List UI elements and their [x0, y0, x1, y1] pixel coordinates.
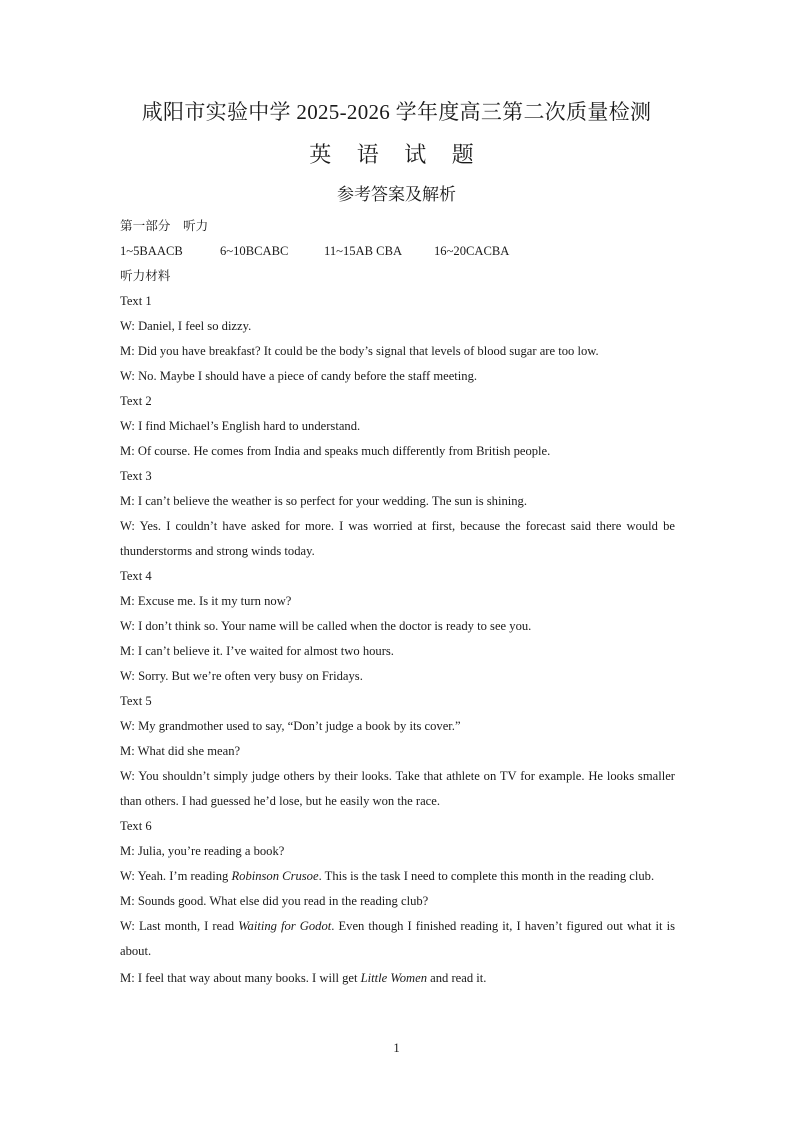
dialogue-paragraph: W: You shouldn’t simply judge others by their looks. Take that athlete on TV for example. He looks smaller than others. I had guessed he’d lose, but he easily won the race. [120, 769, 675, 808]
text-2-label: Text 2 [120, 394, 152, 408]
listening-material-label: 听力材料 [120, 269, 171, 283]
answer-key-subtitle: 参考答案及解析 [337, 185, 456, 204]
dialogue-text: and read it. [427, 971, 487, 985]
book-title: Robinson Crusoe [231, 869, 319, 883]
text-5-label: Text 5 [120, 694, 152, 708]
book-title: Waiting for Godot [238, 919, 332, 933]
dialogue-line: M: Sounds good. What else did you read in the reading club? [120, 894, 429, 908]
school-title: 咸阳市实验中学 2025-2026 学年度高三第二次质量检测 [141, 100, 652, 124]
dialogue-line: M: Excuse me. Is it my turn now? [120, 594, 292, 608]
dialogue-line: W: My grandmother used to say, “Don’t judge a book by its cover.” [120, 719, 461, 733]
text-4-label: Text 4 [120, 569, 152, 583]
dialogue-line: W: I find Michael’s English hard to understand. [120, 419, 361, 433]
text-3-label: Text 3 [120, 469, 152, 483]
book-title: Little Women [360, 971, 427, 985]
dialogue-text: W: Last month, I read [120, 919, 239, 933]
dialogue-paragraph [120, 914, 675, 964]
dialogue-line: M: I can’t believe the weather is so perfect for your wedding. The sun is shining. [120, 494, 527, 508]
dialogue-text: M: I feel that way about many books. I will get [120, 971, 361, 985]
dialogue-line: M: What did she mean? [120, 744, 241, 758]
dialogue-text: W: Yeah. I’m reading [120, 869, 232, 883]
answer-group-3: 11~15AB CBA [324, 244, 403, 258]
page-number: 1 [393, 1041, 400, 1055]
dialogue-paragraph: W: Yes. I couldn’t have asked for more. I was worried at first, because the forecast said there would be thunderstorms and strong winds today. [120, 519, 675, 558]
dialogue-line [120, 966, 675, 991]
dialogue-line: M: I can’t believe it. I’ve waited for almost two hours. [120, 644, 394, 658]
answer-group-4: 16~20CACBA [434, 244, 510, 258]
dialogue-line: M: Of course. He comes from India and speaks much differently from British people. [120, 444, 551, 458]
dialogue-text: . Even though I finished reading it, I haven’t figured out what it is about. [120, 919, 675, 958]
answer-group-2: 6~10BCABC [220, 244, 289, 258]
subject-title: 英 语 试 题 [309, 142, 484, 167]
document-body [120, 214, 675, 991]
dialogue-line: W: No. Maybe I should have a piece of candy before the staff meeting. [120, 369, 478, 383]
dialogue-line: M: Did you have breakfast? It could be the body’s signal that levels of blood sugar are too low. [120, 344, 599, 358]
answer-key-row [120, 239, 675, 264]
dialogue-line: W: I don’t think so. Your name will be called when the doctor is ready to see you. [120, 619, 532, 633]
text-1-label: Text 1 [120, 294, 152, 308]
dialogue-line: W: Daniel, I feel so dizzy. [120, 319, 252, 333]
dialogue-paragraph [120, 864, 675, 889]
dialogue-line: M: Julia, you’re reading a book? [120, 844, 285, 858]
text-6-label: Text 6 [120, 819, 152, 833]
answer-group-1: 1~5BAACB [120, 244, 183, 258]
dialogue-line: W: Sorry. But we’re often very busy on Fridays. [120, 669, 363, 683]
section-title: 第一部分 听力 [120, 219, 209, 233]
dialogue-text: . This is the task I need to complete this month in the reading club. [318, 869, 655, 883]
